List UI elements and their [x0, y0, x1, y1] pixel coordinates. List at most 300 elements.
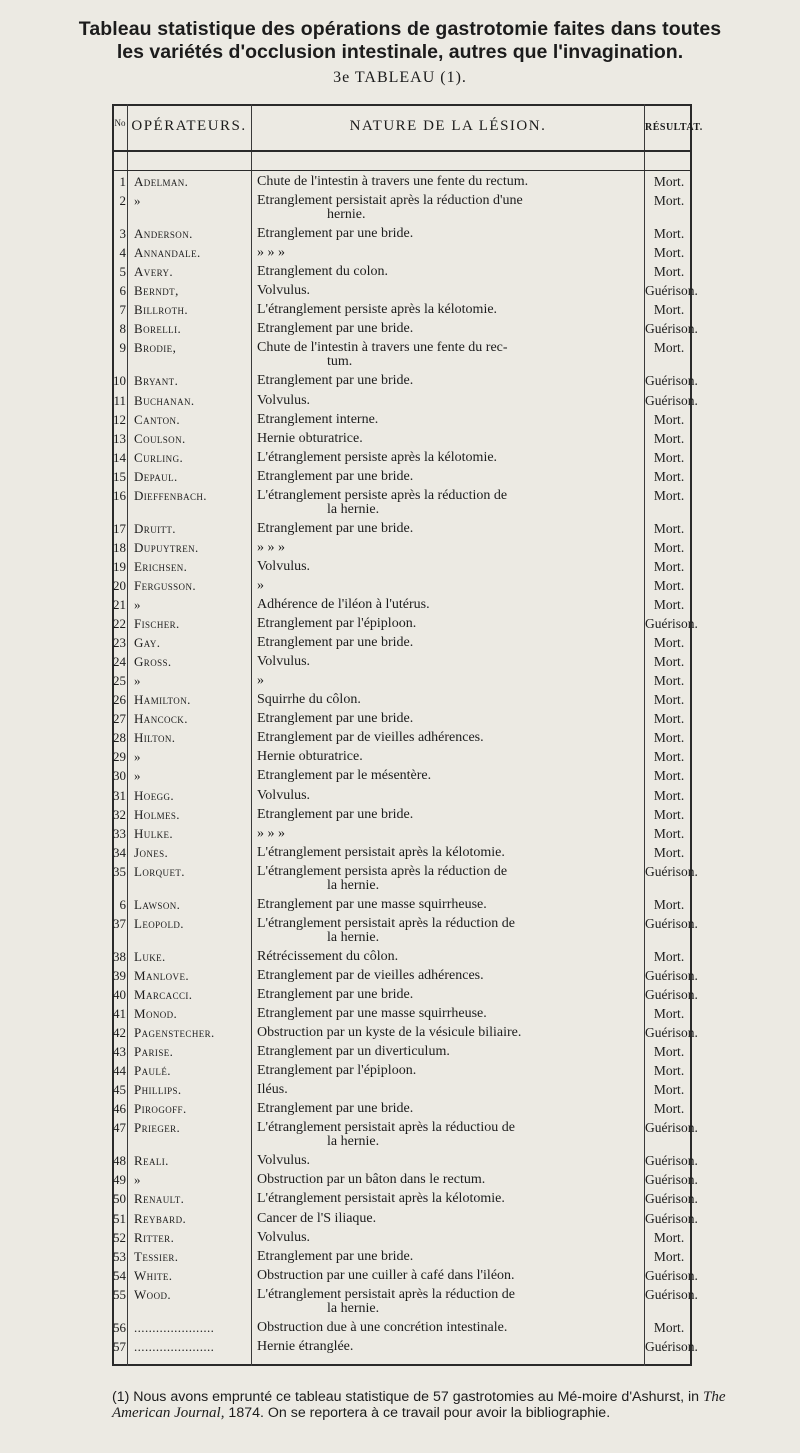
row-number: 46	[113, 1101, 126, 1117]
row-number: 12	[113, 411, 126, 427]
row-number: 30	[113, 768, 126, 784]
row-number: 56	[113, 1319, 126, 1335]
row-nature	[257, 1026, 642, 1040]
row-nature-line: Volvulus.	[257, 283, 311, 299]
row-nature-line: la hernie.	[327, 1300, 380, 1316]
row-number: 24	[113, 654, 126, 670]
row-nature	[257, 1288, 642, 1316]
row-operateur: Erichsen.	[134, 558, 188, 574]
row-number: 9	[119, 340, 126, 356]
row-nature-line: L'étranglement persiste après la réduction de	[257, 487, 508, 503]
row-operateur: Dieffenbach.	[134, 487, 207, 503]
row-nature-line: Etranglement par le mésentère.	[257, 768, 432, 784]
row-operateur: Fischer.	[134, 616, 180, 632]
row-resultat: Mort.	[653, 896, 685, 912]
row-nature	[257, 1212, 642, 1226]
row-operateur: Hoegg.	[134, 787, 175, 803]
row-operateur: Phillips.	[134, 1082, 182, 1098]
row-nature-line: L'étranglement persistait après la réduction de	[257, 1286, 515, 1302]
row-number: 37	[113, 915, 126, 931]
row-resultat: Guérison.	[645, 283, 698, 299]
row-number: 51	[113, 1210, 126, 1226]
row-number: 49	[113, 1172, 126, 1188]
row-nature-line: Etranglement par une bride.	[257, 373, 414, 389]
row-resultat: Mort.	[653, 558, 685, 574]
row-resultat: Mort.	[653, 806, 685, 822]
row-operateur: Bryant.	[134, 373, 179, 389]
row-nature-line: Chute de l'intestin à travers une fente du rectum.	[257, 174, 529, 189]
row-nature	[257, 322, 642, 336]
row-nature-line: Etranglement par une bride.	[257, 321, 414, 337]
row-nature-line: Etranglement par une bride.	[257, 520, 414, 536]
row-nature	[257, 579, 642, 593]
row-number: 55	[113, 1286, 126, 1302]
row-resultat: Mort.	[653, 787, 685, 803]
row-nature-line: Etranglement persistait après la réduction d'une	[257, 193, 523, 209]
row-operateur: Depaul.	[134, 468, 178, 484]
footnote-journal: The American Journal,	[112, 1389, 726, 1421]
row-operateur: »	[134, 768, 141, 784]
row-nature-line: L'étranglement persistait après la kélotomie.	[257, 1191, 505, 1207]
row-nature-line: Etranglement par l'épiploon.	[257, 616, 417, 632]
row-resultat: Mort.	[653, 520, 685, 536]
row-nature	[257, 227, 642, 241]
row-nature-line: » » »	[257, 245, 285, 261]
row-nature-line: Etranglement par une bride.	[257, 806, 414, 822]
row-resultat: Mort.	[653, 577, 685, 593]
row-operateur: Ritter.	[134, 1229, 175, 1245]
row-resultat: Guérison.	[645, 1191, 698, 1207]
row-nature	[257, 1231, 642, 1245]
row-nature-line: Volvulus.	[257, 1153, 311, 1169]
row-resultat: Guérison.	[645, 1286, 698, 1302]
row-resultat: Mort.	[653, 1082, 685, 1098]
row-number: 15	[113, 468, 126, 484]
row-number: 10	[113, 373, 126, 389]
row-nature	[257, 846, 642, 860]
row-resultat: Mort.	[653, 635, 685, 651]
row-nature	[257, 394, 642, 408]
row-number: 31	[113, 787, 126, 803]
row-number: 38	[113, 948, 126, 964]
row-nature-line: Squirrhe du côlon.	[257, 692, 361, 708]
row-nature-line: Volvulus.	[257, 787, 311, 803]
row-nature	[257, 636, 642, 650]
row-nature-line: Volvulus.	[257, 1229, 311, 1245]
row-number: 25	[113, 673, 126, 689]
row-number: 14	[113, 449, 126, 465]
row-operateur: Fergusson.	[134, 577, 196, 593]
row-nature	[257, 194, 642, 222]
row-operateur: ......................	[134, 1319, 215, 1335]
row-nature	[257, 432, 642, 446]
row-nature-line: Hernie obturatrice.	[257, 430, 363, 446]
row-operateur: »	[134, 597, 141, 612]
row-resultat: Mort.	[653, 539, 685, 555]
row-nature	[257, 1340, 642, 1354]
row-resultat: Guérison.	[645, 1338, 698, 1354]
row-operateur: Anderson.	[134, 226, 193, 242]
row-operateur: Jones.	[134, 844, 169, 860]
row-nature-line: Etranglement du colon.	[257, 264, 389, 280]
row-nature	[257, 1007, 642, 1021]
header-resultat: RÉSULTAT.	[645, 122, 703, 133]
row-nature	[257, 1173, 642, 1187]
row-operateur: Gay.	[134, 635, 161, 651]
row-resultat: Guérison.	[645, 1210, 698, 1226]
row-operateur: Manlove.	[134, 967, 190, 983]
row-nature-line: Etranglement par une bride.	[257, 986, 414, 1002]
row-operateur: Curling.	[134, 449, 184, 465]
row-nature	[257, 489, 642, 517]
row-operateur: Lorquet.	[134, 863, 185, 879]
row-number: 32	[113, 806, 126, 822]
row-number: 33	[113, 825, 126, 841]
row-number: 42	[113, 1025, 126, 1041]
row-resultat: Mort.	[653, 1229, 685, 1245]
row-resultat: Guérison.	[645, 915, 698, 931]
row-nature	[257, 451, 642, 465]
row-resultat: Mort.	[653, 1006, 685, 1021]
row-nature	[257, 175, 642, 189]
row-number: 52	[113, 1229, 126, 1245]
row-nature-line: Volvulus.	[257, 392, 311, 408]
row-operateur: Hulke.	[134, 825, 174, 841]
row-nature-line: hernie.	[327, 207, 366, 223]
row-operateur: Pirogoff.	[134, 1101, 187, 1117]
row-resultat: Mort.	[653, 730, 685, 746]
row-operateur: Avery.	[134, 264, 174, 280]
row-nature	[257, 374, 642, 388]
row-resultat: Guérison.	[645, 392, 698, 408]
row-resultat: Mort.	[653, 264, 685, 280]
row-number: 41	[113, 1006, 126, 1021]
title-line-2: les variétés d'occlusion intestinale, autres que l'invagination.	[116, 41, 684, 63]
row-nature	[257, 917, 642, 945]
row-number: 8	[119, 321, 126, 337]
row-resultat: Guérison.	[645, 1172, 698, 1188]
row-nature	[257, 413, 642, 427]
row-operateur: Reybard.	[134, 1210, 187, 1226]
row-number: 34	[113, 844, 126, 860]
row-nature-line: Etranglement par de vieilles adhérences.	[257, 730, 484, 746]
row-resultat: Guérison.	[645, 373, 698, 389]
row-resultat: Mort.	[653, 174, 685, 189]
title-line-1: Tableau statistique des opérations de gastrotomie faites dans toutes	[78, 18, 722, 40]
row-nature-line: Rétrécissement du côlon.	[257, 948, 399, 964]
row-resultat: Guérison.	[645, 1153, 698, 1169]
row-operateur: »	[134, 749, 141, 765]
row-nature	[257, 808, 642, 822]
row-resultat: Mort.	[653, 302, 685, 318]
row-nature	[257, 617, 642, 631]
row-number: 19	[113, 558, 126, 574]
row-nature-line: Etranglement par l'épiploon.	[257, 1063, 417, 1079]
row-nature-line: L'étranglement persiste après la kélotomie.	[257, 302, 498, 318]
footnote	[112, 1389, 762, 1421]
row-nature-line: Chute de l'intestin à travers une fente du rec-	[257, 340, 508, 356]
row-resultat: Mort.	[653, 1063, 685, 1079]
row-operateur: Renault.	[134, 1191, 185, 1207]
row-nature-line: L'étranglement persistait après la réductiou de	[257, 1120, 515, 1136]
row-resultat: Guérison.	[645, 986, 698, 1002]
row-number: 17	[113, 520, 126, 536]
row-operateur: Hancock.	[134, 711, 188, 727]
row-number: 45	[113, 1082, 126, 1098]
header-nature: NATURE DE LA LÉSION.	[349, 118, 547, 134]
row-nature-line: »	[257, 577, 264, 593]
row-nature-line: Obstruction par une cuiller à café dans l'iléon.	[257, 1267, 515, 1283]
row-resultat: Mort.	[653, 193, 685, 209]
row-operateur: Annandale.	[134, 245, 201, 261]
row-operateur: Prieger.	[134, 1120, 181, 1136]
row-resultat: Mort.	[653, 711, 685, 727]
row-nature-line: Etranglement interne.	[257, 411, 379, 427]
row-resultat: Guérison.	[645, 1267, 698, 1283]
row-nature-line: la hernie.	[327, 1134, 380, 1150]
row-number: 18	[113, 539, 126, 555]
row-operateur: Pagenstecher.	[134, 1025, 215, 1041]
row-resultat: Mort.	[653, 449, 685, 465]
row-number: 6	[119, 283, 126, 299]
footnote-text-end: 1874. On se reportera à ce travail pour avoir la bibliographie.	[224, 1405, 611, 1421]
row-nature	[257, 1250, 642, 1264]
row-nature	[257, 341, 642, 369]
row-operateur: Dupuytren.	[134, 539, 199, 555]
row-operateur: Borelli.	[134, 321, 182, 337]
row-nature	[257, 541, 642, 555]
row-resultat: Mort.	[653, 673, 685, 689]
column-divider	[127, 104, 128, 1366]
row-nature	[257, 674, 642, 688]
row-number: 48	[113, 1153, 126, 1169]
row-nature-line: Volvulus.	[257, 654, 311, 670]
row-nature-line: Obstruction par un bâton dans le rectum.	[257, 1172, 486, 1188]
row-number: 11	[113, 392, 126, 408]
row-operateur: Gross.	[134, 654, 172, 670]
row-number: 28	[113, 730, 126, 746]
row-number: 47	[113, 1120, 126, 1136]
row-nature-line: Etranglement par une bride.	[257, 635, 414, 651]
row-resultat: Guérison.	[645, 321, 698, 337]
row-nature	[257, 1321, 642, 1335]
row-operateur: White.	[134, 1267, 173, 1283]
row-nature	[257, 522, 642, 536]
row-nature-line: la hernie.	[327, 929, 380, 945]
row-nature-line: Iléus.	[257, 1082, 288, 1098]
row-nature-line: Obstruction par un kyste de la vésicule biliaire.	[257, 1025, 522, 1041]
row-number: 22	[113, 616, 126, 632]
row-number: 27	[113, 711, 126, 727]
row-number: 4	[119, 245, 126, 261]
row-number: 44	[113, 1063, 126, 1079]
row-number: 5	[119, 264, 126, 280]
row-number: 53	[113, 1248, 126, 1264]
footnote-text-start: (1) Nous avons emprunté ce tableau statistique de 57 gastrotomies au Mé-moire d'Ashurst, in	[112, 1389, 703, 1405]
row-nature	[257, 950, 642, 964]
row-resultat: Mort.	[653, 1044, 685, 1060]
row-nature	[257, 827, 642, 841]
header-rule-secondary	[112, 170, 692, 171]
row-nature-line: Adhérence de l'iléon à l'utérus.	[257, 597, 430, 612]
row-operateur: Canton.	[134, 411, 181, 427]
row-operateur: Paulé.	[134, 1063, 171, 1079]
row-number: 43	[113, 1044, 126, 1060]
row-nature	[257, 1064, 642, 1078]
row-resultat: Mort.	[653, 226, 685, 242]
row-nature-line: la hernie.	[327, 501, 380, 517]
row-operateur: Druitt.	[134, 520, 176, 536]
row-operateur: Brodie,	[134, 340, 177, 356]
row-operateur: Holmes.	[134, 806, 180, 822]
row-nature	[257, 865, 642, 893]
row-nature	[257, 655, 642, 669]
row-nature-line: Hernie étranglée.	[257, 1338, 354, 1354]
row-nature	[257, 1102, 642, 1116]
row-operateur: Lawson.	[134, 896, 181, 912]
row-number: 35	[113, 863, 126, 879]
row-nature	[257, 246, 642, 260]
row-operateur: »	[134, 193, 141, 209]
row-operateur: Wood.	[134, 1286, 172, 1302]
row-number: 23	[113, 635, 126, 651]
row-operateur: Adelman.	[134, 174, 189, 189]
row-nature	[257, 1083, 642, 1097]
row-resultat: Mort.	[653, 749, 685, 765]
row-nature-line: Etranglement par une masse squirrheuse.	[257, 896, 487, 912]
header-rule	[112, 150, 692, 152]
row-resultat: Guérison.	[645, 1025, 698, 1041]
row-operateur: Reali.	[134, 1153, 169, 1169]
row-nature	[257, 988, 642, 1002]
row-nature	[257, 1192, 642, 1206]
row-nature	[257, 1269, 642, 1283]
row-nature-line: L'étranglement persiste après la kélotomie.	[257, 449, 498, 465]
row-nature	[257, 470, 642, 484]
row-nature	[257, 789, 642, 803]
row-resultat: Mort.	[653, 692, 685, 708]
row-operateur: Hamilton.	[134, 692, 191, 708]
row-resultat: Mort.	[653, 468, 685, 484]
row-nature-line: Etranglement par un diverticulum.	[257, 1044, 450, 1060]
row-nature-line: tum.	[327, 354, 353, 370]
row-nature-line: Etranglement par une masse squirrheuse.	[257, 1006, 487, 1021]
row-nature	[257, 750, 642, 764]
row-number: 1	[119, 174, 126, 189]
row-nature-line: Etranglement par une bride.	[257, 1248, 414, 1264]
row-nature-line: Cancer de l'S iliaque.	[257, 1210, 377, 1226]
row-operateur: Berndt,	[134, 283, 179, 299]
row-operateur: Monod.	[134, 1006, 178, 1021]
row-nature	[257, 560, 642, 574]
row-resultat: Mort.	[653, 597, 685, 612]
row-resultat: Mort.	[653, 1101, 685, 1117]
row-operateur: ......................	[134, 1338, 215, 1354]
row-number: 54	[113, 1267, 126, 1283]
row-number: 13	[113, 430, 126, 446]
row-resultat: Guérison.	[645, 1120, 698, 1136]
row-nature-line: L'étranglement persista après la réduction de	[257, 863, 508, 879]
row-operateur: Coulson.	[134, 430, 186, 446]
row-operateur: Billroth.	[134, 302, 189, 318]
row-nature-line: Etranglement par une bride.	[257, 226, 414, 242]
row-nature-line: » » »	[257, 539, 285, 555]
row-nature	[257, 265, 642, 279]
row-resultat: Mort.	[653, 411, 685, 427]
row-number: 2	[119, 193, 126, 209]
row-nature-line: Hernie obturatrice.	[257, 749, 363, 765]
row-nature-line: » » »	[257, 825, 285, 841]
row-nature-line: la hernie.	[327, 877, 380, 893]
row-nature	[257, 1154, 642, 1168]
row-resultat: Mort.	[653, 825, 685, 841]
row-nature-line: Etranglement par de vieilles adhérences.	[257, 967, 484, 983]
row-operateur: Luke.	[134, 948, 166, 964]
row-nature-line: Etranglement par une bride.	[257, 711, 414, 727]
header-number: No	[114, 118, 126, 128]
row-resultat: Mort.	[653, 487, 685, 503]
row-number: 39	[113, 967, 126, 983]
row-nature	[257, 1045, 642, 1059]
header-operateurs: OPÉRATEURS.	[131, 118, 247, 134]
row-resultat: Mort.	[653, 948, 685, 964]
row-nature	[257, 969, 642, 983]
row-operateur: »	[134, 1172, 141, 1188]
row-number: 29	[113, 749, 126, 765]
row-resultat: Mort.	[653, 340, 685, 356]
row-nature	[257, 731, 642, 745]
row-number: 40	[113, 986, 126, 1002]
row-resultat: Mort.	[653, 1248, 685, 1264]
row-operateur: Hilton.	[134, 730, 176, 746]
column-divider	[251, 104, 252, 1366]
row-nature-line: Etranglement par une bride.	[257, 468, 414, 484]
row-resultat: Mort.	[653, 768, 685, 784]
row-operateur: Buchanan.	[134, 392, 195, 408]
row-nature	[257, 284, 642, 298]
row-nature-line: L'étranglement persistait après la réduction de	[257, 915, 515, 931]
row-number: 57	[113, 1338, 126, 1354]
row-nature	[257, 712, 642, 726]
row-resultat: Mort.	[653, 1319, 685, 1335]
row-nature	[257, 598, 642, 612]
row-number: 6	[119, 896, 126, 912]
row-nature-line: L'étranglement persistait après la kélotomie.	[257, 844, 505, 860]
row-number: 21	[113, 597, 126, 612]
row-operateur: »	[134, 673, 141, 689]
row-resultat: Mort.	[653, 245, 685, 261]
row-nature-line: Volvulus.	[257, 558, 311, 574]
row-nature	[257, 1121, 642, 1149]
row-operateur: Tessier.	[134, 1248, 179, 1264]
row-resultat: Mort.	[653, 654, 685, 670]
title-line-3: 3e TABLEAU (1).	[333, 69, 467, 86]
row-nature-line: »	[257, 673, 264, 689]
row-number: 7	[119, 302, 126, 318]
row-resultat: Guérison.	[645, 863, 698, 879]
row-operateur: Parise.	[134, 1044, 174, 1060]
row-nature	[257, 693, 642, 707]
row-number: 26	[113, 692, 126, 708]
row-operateur: Leopold.	[134, 915, 184, 931]
row-number: 16	[113, 487, 126, 503]
row-resultat: Mort.	[653, 430, 685, 446]
row-nature	[257, 769, 642, 783]
title-block	[0, 18, 800, 88]
row-resultat: Guérison.	[645, 616, 698, 632]
row-operateur: Marcacci.	[134, 986, 193, 1002]
row-number: 3	[119, 226, 126, 242]
